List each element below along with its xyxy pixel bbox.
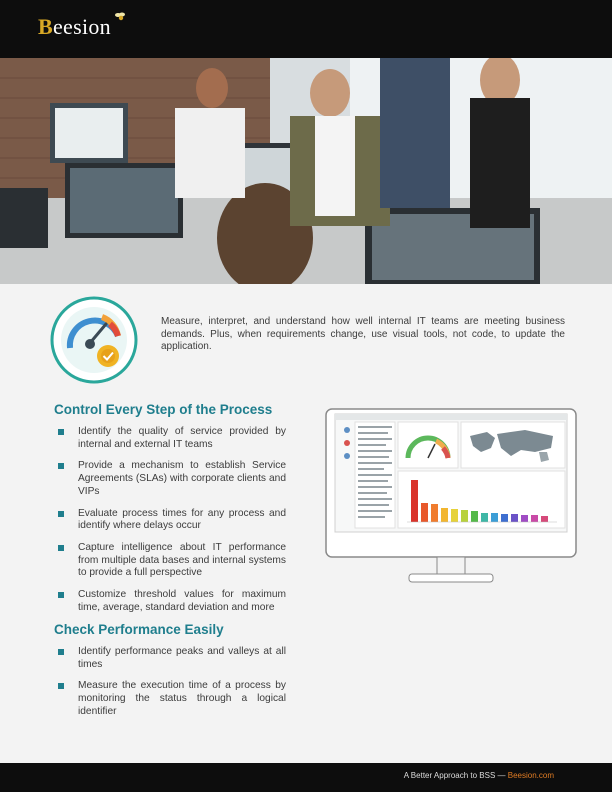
footer-bar xyxy=(0,763,612,792)
bullet-square-icon xyxy=(58,592,64,598)
dashboard-monitor-illustration xyxy=(325,408,577,586)
footer-tagline: A Better Approach to BSS — Beesion.com xyxy=(403,771,554,780)
control-feature-list xyxy=(58,426,286,623)
list-item: Capture intelligence about IT performance from multiple data bases and internal systems to provide a full perspective xyxy=(58,542,286,580)
bee-icon xyxy=(114,12,126,21)
bullet-square-icon xyxy=(58,649,64,655)
list-item: Identify the quality of service provided by internal and external IT teams xyxy=(58,426,286,451)
performance-gauge-icon xyxy=(50,296,138,384)
beesion-logo[interactable]: Beesion xyxy=(38,14,111,39)
intro-paragraph: Measure, interpret, and understand how well internal IT teams are meeting business demands. Plus, when requirements change, use visual tools, not code, to update the application. xyxy=(161,316,565,352)
list-item: Evaluate process times for any process and identify where delays occur xyxy=(58,508,286,533)
list-item: Customize threshold values for maximum time, average, standard deviation and more xyxy=(58,589,286,614)
list-item: Measure the execution time of a process by monitoring the status through a logical identifier xyxy=(58,680,286,718)
website-link[interactable]: Beesion.com xyxy=(507,771,554,780)
header-bar xyxy=(0,0,612,58)
bullet-square-icon xyxy=(58,463,64,469)
section-heading-performance: Check Performance Easily xyxy=(54,622,224,637)
hero-photo-office-team xyxy=(0,58,612,284)
list-item: Provide a mechanism to establish Service Agreements (SLAs) with corporate clients and VIPs xyxy=(58,460,286,498)
bullet-square-icon xyxy=(58,511,64,517)
section-heading-control: Control Every Step of the Process xyxy=(54,402,273,417)
list-item: Identify performance peaks and valleys at all times xyxy=(58,646,286,671)
performance-feature-list xyxy=(58,646,286,728)
bullet-square-icon xyxy=(58,429,64,435)
bullet-square-icon xyxy=(58,545,64,551)
bullet-square-icon xyxy=(58,683,64,689)
